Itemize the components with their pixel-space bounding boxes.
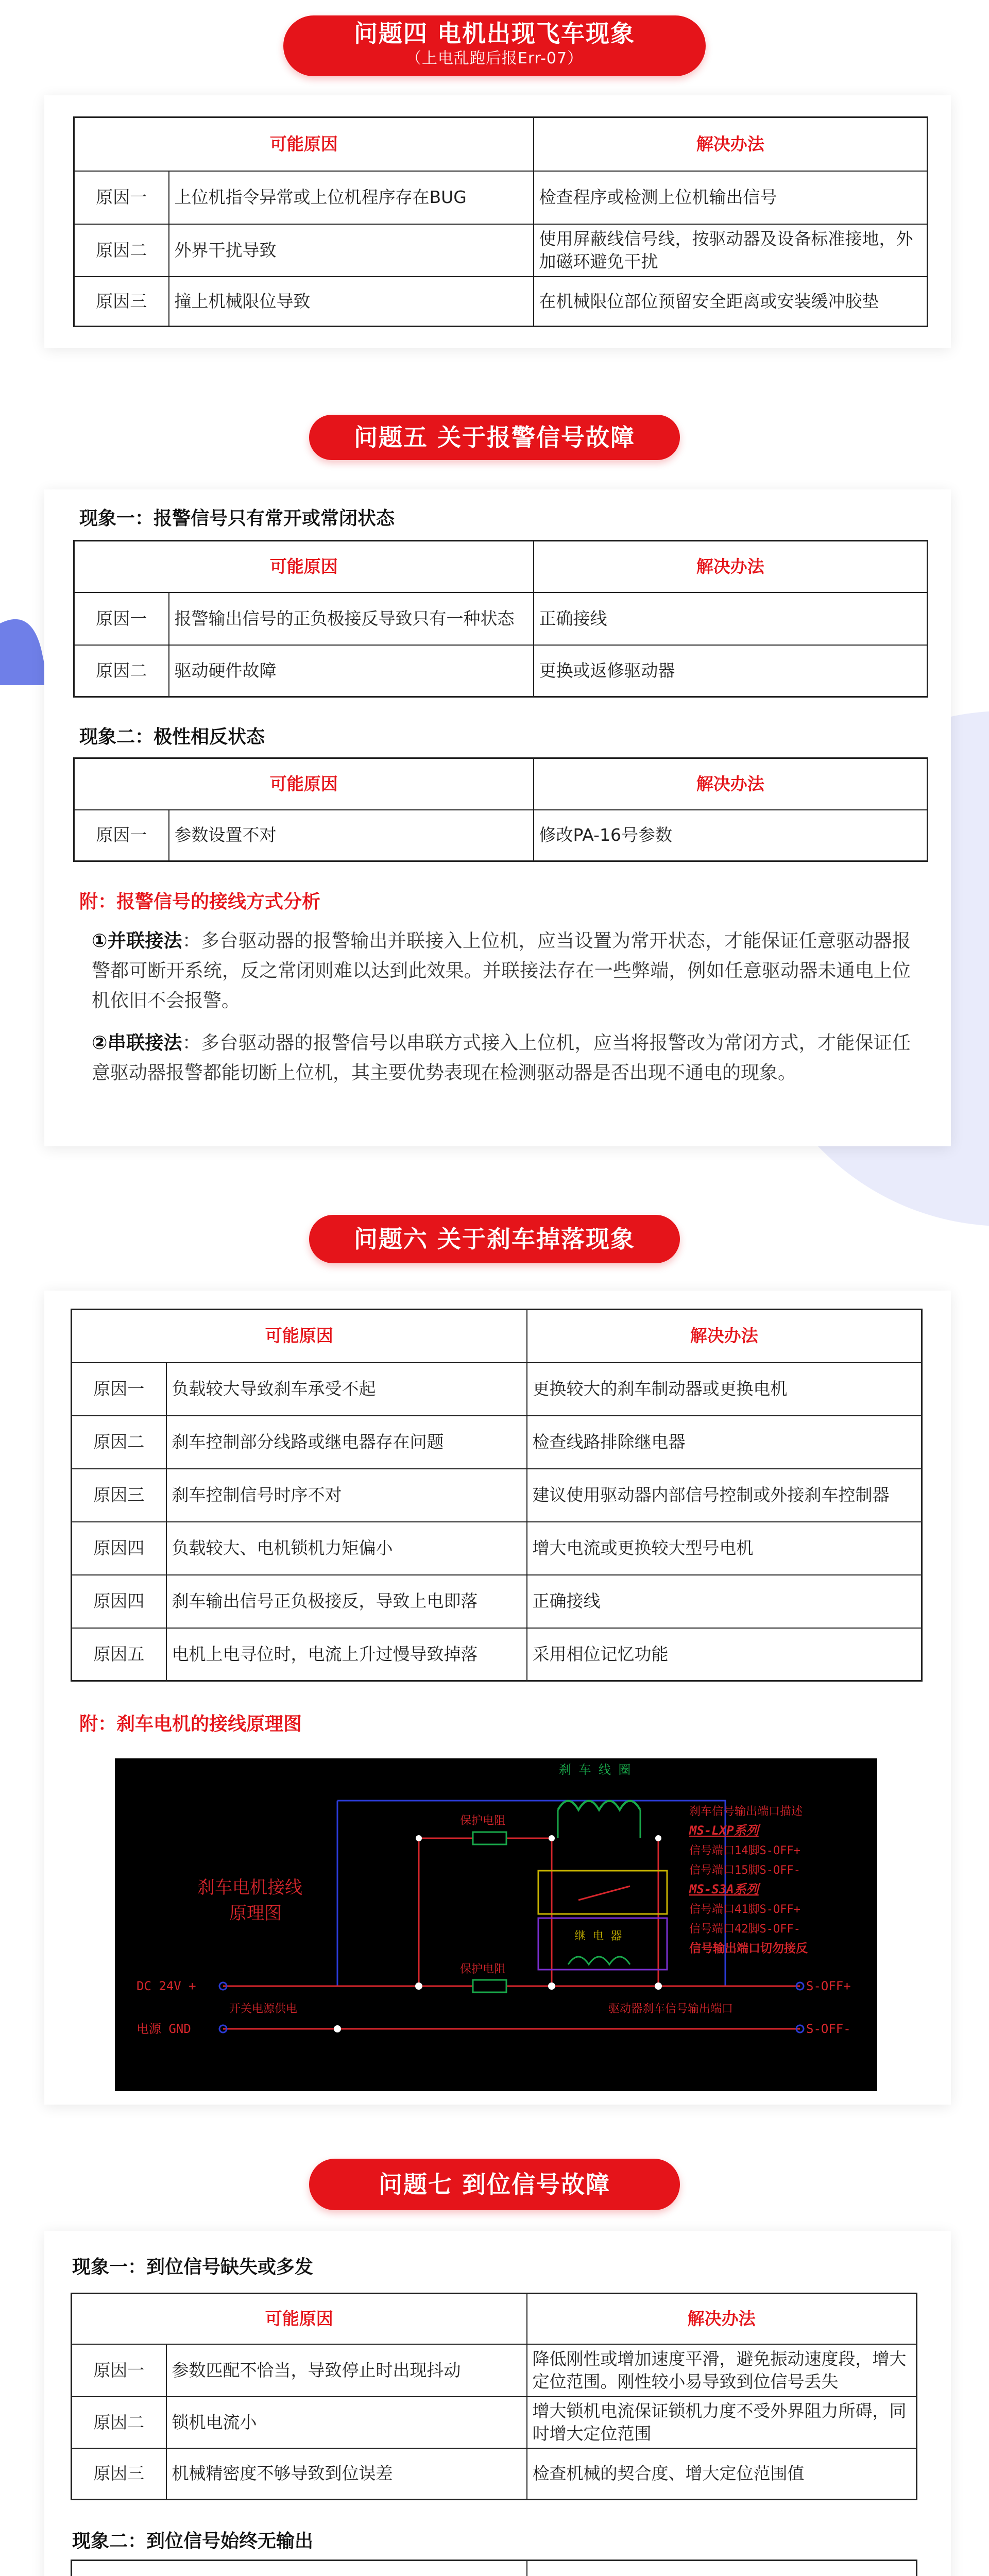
row-cause: 报警输出信号的正负极接反导致只有一种状态 <box>169 592 534 645</box>
q5-t1-header-fix: 解决办法 <box>534 541 928 592</box>
info-line: 刹车信号输出端口描述 <box>689 1805 803 1818</box>
row-id: 原因一 <box>74 171 169 224</box>
row-id: 原因一 <box>74 810 169 861</box>
label-resistor-bottom: 保护电阻 <box>460 1963 506 1976</box>
junction-dot <box>655 1982 662 1990</box>
q4-title: 问题四 电机出现飞车现象 <box>353 20 635 47</box>
row-fix: 使用屏蔽线信号线，按驱动器及设备标准接地，外加磁环避免干扰 <box>534 224 928 277</box>
relay-coil-box <box>538 1918 667 1970</box>
info-line: MS-LXP系列 <box>689 1823 759 1838</box>
junction-dot <box>334 2025 341 2032</box>
info-line: 信号端口15脚S-OFF- <box>689 1864 800 1877</box>
q5-t1-header-cause: 可能原因 <box>74 541 534 592</box>
table-row <box>74 810 928 861</box>
label-soff-pos: S-OFF+ <box>806 1979 851 1993</box>
row-cause: 撞上机械限位导致 <box>169 277 534 327</box>
table-row <box>72 1628 922 1681</box>
label-gnd: 电源 GND <box>137 2022 191 2036</box>
row-id: 原因三 <box>72 1469 166 1522</box>
label-driver-port: 驱动器刹车信号输出端口 <box>608 2003 734 2015</box>
q4-subtitle: （上电乱跑后报Err-07） <box>405 49 584 67</box>
label-relay: 继 电 器 <box>574 1930 622 1943</box>
row-cause: 参数匹配不恰当，导致停止时出现抖动 <box>166 2344 527 2397</box>
junction-dot <box>416 1835 422 1841</box>
resistor-top <box>473 1832 506 1844</box>
table-row <box>72 1469 922 1522</box>
junction-dot <box>655 1835 661 1841</box>
brake-coil <box>558 1801 640 1810</box>
table-row <box>72 1363 922 1416</box>
q7-phenomenon-1: 现象一：到位信号缺失或多发 <box>72 2257 314 2278</box>
row-fix: 更换或返修驱动器 <box>534 645 928 697</box>
q6-header-cause: 可能原因 <box>72 1310 527 1363</box>
q4-header-cause: 可能原因 <box>74 117 534 171</box>
row-id: 原因四 <box>72 1522 166 1575</box>
q5-phenomenon-1: 现象一：报警信号只有常开或常闭状态 <box>79 508 395 529</box>
q6-note-title: 附：刹车电机的接线原理图 <box>79 1714 302 1735</box>
row-cause: 驱动硬件故障 <box>169 645 534 697</box>
q5-note-title: 附：报警信号的接线方式分析 <box>79 891 321 912</box>
q5-title: 问题五 关于报警信号故障 <box>353 423 635 451</box>
q6-title: 问题六 关于刹车掉落现象 <box>353 1225 635 1253</box>
table-row <box>72 1416 922 1469</box>
q7-title-pill <box>309 2159 680 2210</box>
q7-t2-header-fix <box>527 2561 917 2576</box>
q6-title-pill <box>309 1215 680 1263</box>
info-line: MS-S3A系列 <box>689 1882 759 1896</box>
q5-note-series <box>92 1028 911 1088</box>
label-brake-coil: 刹 车 线 圈 <box>559 1762 631 1777</box>
info-line: 信号输出端口切勿接反 <box>689 1942 808 1955</box>
info-line: 信号端口42脚S-OFF- <box>689 1923 800 1936</box>
table-row <box>72 2344 917 2397</box>
label-dc24: DC 24V + <box>137 1979 196 1993</box>
row-fix: 检查程序或检测上位机输出信号 <box>534 171 928 224</box>
q5-table-1 <box>73 540 928 698</box>
table-row <box>74 592 928 645</box>
row-id: 原因二 <box>72 1416 166 1469</box>
table-row <box>72 1522 922 1575</box>
note-text: ：多台驱动器的报警信号以串联方式接入上位机，应当将报警改为常闭方式，才能保证任意驱动器报警都能切断上位机，其主要优势表现在检测驱动器是否出现不通电的现象。 <box>92 1032 911 1083</box>
q5-note-parallel <box>92 926 911 1016</box>
note-label: ②串联接法 <box>92 1032 182 1054</box>
label-switch-power: 开关电源供电 <box>229 2003 298 2015</box>
table-row <box>74 224 928 277</box>
row-id: 原因五 <box>72 1628 166 1681</box>
row-cause: 电机上电寻位时，电流上升过慢导致掉落 <box>166 1628 527 1681</box>
row-cause: 刹车控制部分线路或继电器存在问题 <box>166 1416 527 1469</box>
row-fix: 检查线路排除继电器 <box>527 1416 922 1469</box>
row-fix: 在机械限位部位预留安全距离或安装缓冲胶垫 <box>534 277 928 327</box>
junction-dot <box>415 1982 422 1990</box>
table-row <box>72 1575 922 1628</box>
row-id: 原因一 <box>72 1363 166 1416</box>
q7-phenomenon-2: 现象二：到位信号始终无输出 <box>72 2531 314 2552</box>
row-cause: 负载较大导致刹车承受不起 <box>166 1363 527 1416</box>
row-fix: 更换较大的刹车制动器或更换电机 <box>527 1363 922 1416</box>
row-fix: 增大锁机电流保证锁机力度不受外界阻力所碍，同时增大定位范围 <box>527 2397 917 2448</box>
relay-coil <box>568 1957 630 1964</box>
q7-table-2 <box>71 2560 917 2576</box>
row-cause: 负载较大、电机锁机力矩偏小 <box>166 1522 527 1575</box>
diagram-title-1: 刹车电机接线 <box>197 1877 302 1898</box>
q5-t2-header-fix: 解决办法 <box>534 758 928 810</box>
row-fix: 修改PA-16号参数 <box>534 810 928 861</box>
q7-title: 问题七 到位信号故障 <box>378 2171 610 2198</box>
row-cause: 刹车输出信号正负极接反，导致上电即落 <box>166 1575 527 1628</box>
row-cause: 参数设置不对 <box>169 810 534 861</box>
row-cause: 外界干扰导致 <box>169 224 534 277</box>
row-id: 原因四 <box>72 1575 166 1628</box>
row-id: 原因二 <box>72 2397 166 2448</box>
row-fix: 增大电流或更换较大型号电机 <box>527 1522 922 1575</box>
q5-table-2 <box>73 757 928 862</box>
q5-title-pill <box>309 415 680 460</box>
table-row <box>74 171 928 224</box>
table-row <box>74 645 928 697</box>
note-label: ①并联接法 <box>92 930 182 952</box>
label-resistor-top: 保护电阻 <box>460 1815 506 1827</box>
table-row <box>74 277 928 327</box>
row-fix: 检查机械的契合度、增大定位范围值 <box>527 2448 917 2500</box>
row-fix: 降低刚性或增加速度平滑，避免振动速度段，增大定位范围。刚性较小易导致到位信号丢失 <box>527 2344 917 2397</box>
note-text: ：多台驱动器的报警输出并联接入上位机，应当设置为常开状态，才能保证任意驱动器报警都可断开系统，反之常闭则难以达到此效果。并联接法存在一些弊端，例如任意驱动器未通电上位机依旧不会报警。 <box>92 930 911 1011</box>
q7-t2-header-cause <box>72 2561 527 2576</box>
diagram-title-2: 原理图 <box>229 1903 282 1924</box>
label-soff-neg: S-OFF- <box>806 2022 851 2036</box>
q4-title-pill <box>283 15 706 76</box>
row-fix: 采用相位记忆功能 <box>527 1628 922 1681</box>
junction-dot <box>548 1982 555 1990</box>
q5-t2-header-cause: 可能原因 <box>74 758 534 810</box>
row-cause: 刹车控制信号时序不对 <box>166 1469 527 1522</box>
q7-t1-header-fix: 解决办法 <box>527 2294 917 2344</box>
q7-table-1 <box>71 2293 917 2500</box>
row-id: 原因二 <box>74 224 169 277</box>
row-cause: 锁机电流小 <box>166 2397 527 2448</box>
relay-contact-box <box>538 1871 667 1914</box>
bg-blob-left <box>0 619 49 685</box>
q4-table <box>73 116 928 327</box>
brake-wiring-diagram <box>115 1758 877 2091</box>
junction-dot <box>549 1835 555 1841</box>
info-line: 信号端口41脚S-OFF+ <box>689 1903 800 1916</box>
row-fix: 正确接线 <box>534 592 928 645</box>
table-row <box>72 2397 917 2448</box>
row-id: 原因一 <box>74 592 169 645</box>
q4-header-fix: 解决办法 <box>534 117 928 171</box>
row-id: 原因一 <box>72 2344 166 2397</box>
table-row <box>72 2448 917 2500</box>
row-cause: 机械精密度不够导致到位误差 <box>166 2448 527 2500</box>
info-line: 信号端口14脚S-OFF+ <box>689 1844 800 1857</box>
row-cause: 上位机指令异常或上位机程序存在BUG <box>169 171 534 224</box>
row-fix: 建议使用驱动器内部信号控制或外接刹车控制器 <box>527 1469 922 1522</box>
row-fix: 正确接线 <box>527 1575 922 1628</box>
row-id: 原因三 <box>72 2448 166 2500</box>
q7-t1-header-cause: 可能原因 <box>72 2294 527 2344</box>
q6-header-fix: 解决办法 <box>527 1310 922 1363</box>
relay-contact <box>578 1886 630 1900</box>
resistor-bottom <box>473 1980 506 1992</box>
row-id: 原因三 <box>74 277 169 327</box>
q6-table <box>71 1309 923 1682</box>
q5-phenomenon-2: 现象二：极性相反状态 <box>79 726 265 748</box>
row-id: 原因二 <box>74 645 169 697</box>
